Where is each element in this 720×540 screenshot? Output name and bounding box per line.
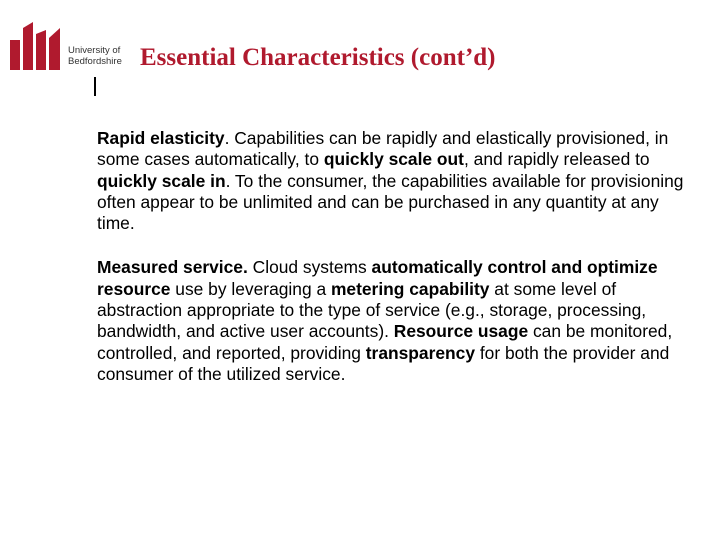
rapid-elasticity-paragraph: [97, 128, 687, 234]
measured-text-2: use by leveraging a: [170, 278, 331, 299]
rapid-text-3: . To the consumer, the capabilities available for provisioning often appear to be unlimited and can be purchased in any quantity at any time.: [97, 170, 684, 234]
rapid-text-2: , and rapidly released to: [463, 149, 650, 170]
rapid-term: Rapid elasticity: [97, 128, 225, 148]
rapid-emph-1: quickly scale out: [323, 149, 464, 170]
title-divider: [94, 77, 96, 96]
rapid-text-1: . Capabilities can be rapidly and elastically provisioned, in some cases automatically, to: [97, 128, 669, 170]
measured-emph-1: automatically control and optimize resource: [97, 257, 658, 299]
rapid-emph-2: quickly scale in: [97, 170, 226, 191]
measured-text-4: can be monitored, controlled, and reported, providing: [97, 321, 673, 363]
logo-line-1: University of: [68, 45, 121, 56]
university-logo: [8, 18, 123, 80]
logo-text: [68, 45, 130, 67]
slide-content: [97, 128, 687, 408]
logo-line-2: Bedfordshire: [68, 56, 122, 67]
measured-emph-2: metering capability: [330, 278, 490, 299]
slide-title: Essential Characteristics (cont’d): [140, 44, 496, 71]
measured-term: Measured service.: [97, 257, 248, 278]
measured-emph-3: Resource usage: [393, 321, 529, 342]
measured-text-1: Cloud systems: [247, 257, 372, 278]
measured-text-5: for both the provider and consumer of the utilized service.: [97, 342, 670, 384]
measured-text-3: at some level of abstraction appropriate to the type of service (e.g., storage, processing, bandwidth, and active user accounts).: [97, 278, 647, 342]
measured-service-paragraph: [97, 257, 687, 385]
measured-emph-4: transparency: [365, 342, 475, 363]
university-logo-mark-icon: [8, 18, 64, 74]
